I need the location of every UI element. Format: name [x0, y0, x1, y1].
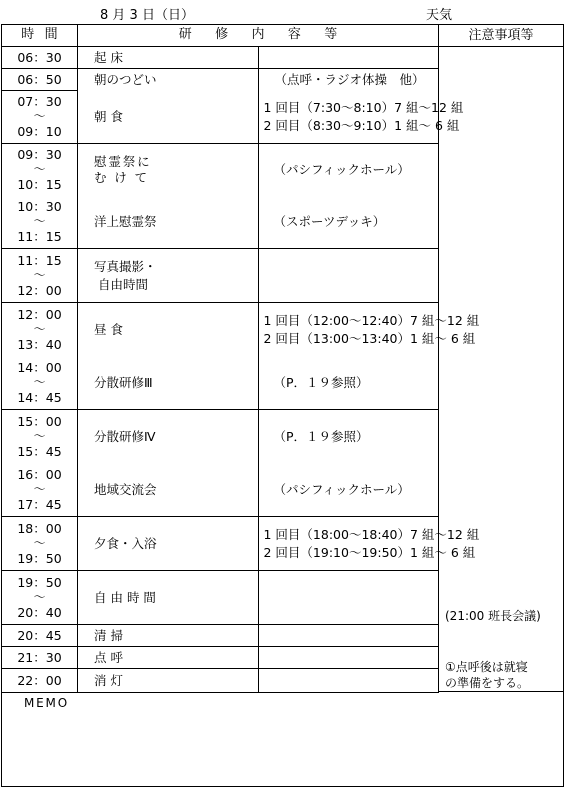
page-header — [0, 4, 565, 22]
detail-cell — [258, 47, 439, 69]
detail-cell — [258, 571, 439, 625]
memo-label: MEMO — [24, 696, 69, 710]
detail-cell: 1 回目（18:00〜18:40） 7 組〜12 組 2 回目（19:10〜19:50） 1 組〜 6 組 — [258, 517, 439, 571]
table-row — [2, 669, 439, 693]
notes-column — [438, 24, 564, 692]
table-row — [2, 517, 439, 571]
table-row — [2, 303, 439, 410]
table-row — [2, 625, 439, 647]
time-cell: 20：45 — [2, 625, 78, 647]
memo-box[interactable] — [1, 692, 564, 787]
detail-cell: 1 回目（7:30〜8:10） 7 組〜12 組 2 回目（8:30〜9:10） 1 組〜 6 組 — [258, 91, 439, 144]
item-cell: 清 掃 — [78, 625, 259, 647]
reminder-note: ①点呼後は就寝 の準備をする。 — [445, 660, 530, 690]
schedule-table — [1, 24, 480, 693]
detail-cell: （点呼・ラジオ体操 他） — [258, 69, 439, 91]
detail-cell — [258, 647, 439, 669]
item-cell: 昼 食 分散研修Ⅲ — [78, 303, 259, 410]
time-cell: 22：00 — [2, 669, 78, 693]
detail-cell: （P．１９参照） （パシフィックホール） — [258, 410, 439, 517]
table-header-row — [2, 25, 439, 47]
item-cell: 点 呼 — [78, 647, 259, 669]
schedule-date: 8 月 3 日（日） — [100, 8, 194, 23]
time-cell: 09：30 〜 10：15 10：30 〜 11：15 — [2, 144, 78, 249]
time-cell: 19：50 〜 20：40 — [2, 571, 78, 625]
time-cell: 06：30 — [2, 47, 78, 69]
notes-column-header: 注意事項等 — [439, 25, 563, 47]
table-row — [2, 47, 439, 69]
item-cell: 起 床 — [78, 47, 259, 69]
table-row — [2, 647, 439, 669]
table-row — [2, 69, 439, 91]
detail-cell: （パシフィックホール） （スポーツデッキ） — [258, 144, 439, 249]
item-cell: 朝のつどい — [78, 69, 259, 91]
time-cell: 11：15 〜 12：00 — [2, 249, 78, 303]
item-cell: 写真撮影・ 自由時間 — [78, 249, 259, 303]
detail-cell: 1 回目（12:00〜12:40） 7 組〜12 組 2 回目（13:00〜13:40） 1 組〜 6 組 （P．１９参照） — [258, 303, 439, 410]
time-cell: 06：50 07：30 〜 09：10 — [2, 69, 78, 144]
table-row — [2, 249, 439, 303]
detail-cell — [258, 625, 439, 647]
table-row — [2, 144, 439, 249]
item-cell: 消 灯 — [78, 669, 259, 693]
time-cell: 12：00 〜 13：40 14：00 〜 14：45 — [2, 303, 78, 410]
time-cell: 18：00 〜 19：50 — [2, 517, 78, 571]
detail-cell — [258, 249, 439, 303]
weather-label: 天気 — [426, 8, 453, 23]
meeting-note: (21:00 班長会議) — [445, 609, 541, 623]
time-cell: 15：00 〜 15：45 16：00 〜 17：45 — [2, 410, 78, 517]
item-cell: 朝 食 — [78, 91, 259, 144]
item-cell: 夕食・入浴 — [78, 517, 259, 571]
detail-cell — [258, 669, 439, 693]
item-cell: 慰霊祭に む け て 洋上慰霊祭 — [78, 144, 259, 249]
content-column-header: 研修内容等 — [78, 25, 439, 47]
item-cell: 自 由 時 間 — [78, 571, 259, 625]
table-row — [2, 571, 439, 625]
item-cell: 分散研修Ⅳ 地域交流会 — [78, 410, 259, 517]
table-row — [2, 410, 439, 517]
time-column-header: 時間 — [2, 25, 78, 47]
time-cell: 21：30 — [2, 647, 78, 669]
